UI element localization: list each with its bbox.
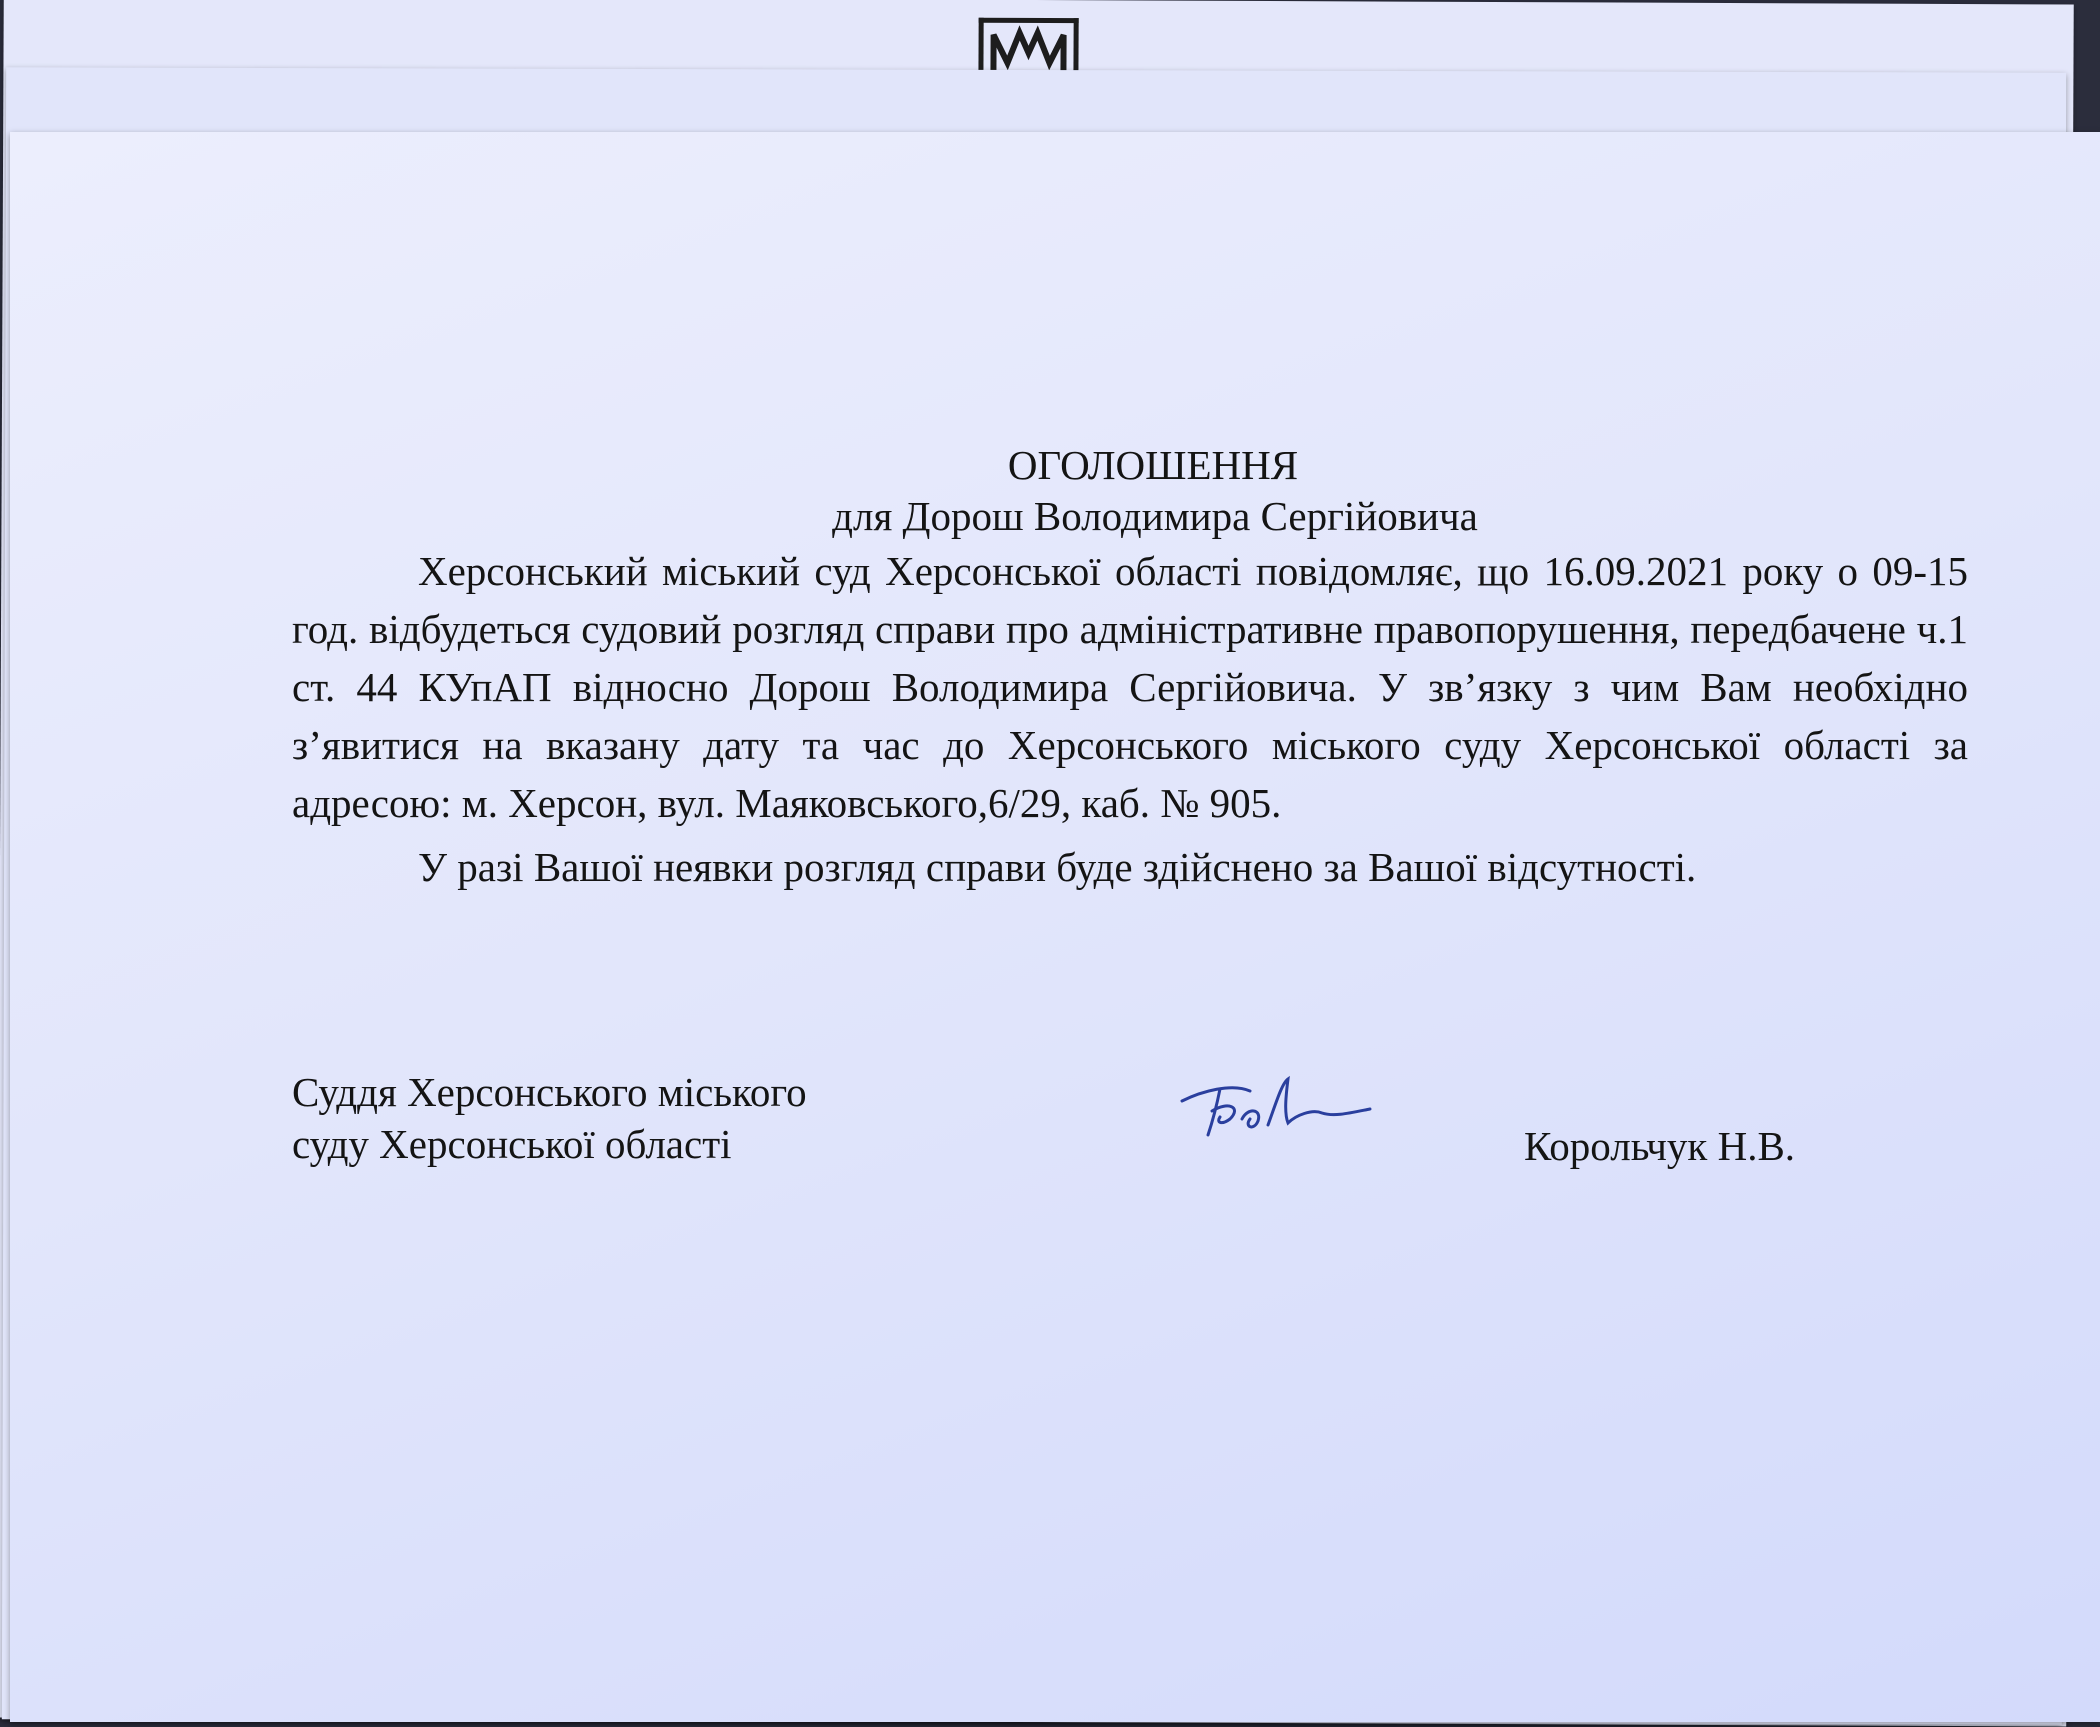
- signature-block: [292, 1066, 1992, 1186]
- judge-title-line2: суду Херсонської області: [292, 1121, 732, 1167]
- notice-addressee: для Дорош Володимира Сергійовича: [832, 493, 1478, 539]
- notice-sheet: [10, 132, 2100, 1722]
- notice-paragraph-main: Херсонський міський суд Херсонської області повідомляє, що 16.09.2021 року о 09-15 год. відбудеться судовий розгляд справи про адміністративне правопорушення, передбачене ч.1 ст. 44 КУпАП відносно Дорош Володимира Сергійовича. У зв’язку з чим Вам необхідно з’явитися на вказану дату та час до Херсонського міського суду Херсонської області за адресою: м. Херсон, вул. Маяковського,6/29, каб. № 905.: [292, 548, 1968, 826]
- notice-paragraph-absence: У разі Вашої неявки розгляд справи буде здійснено за Вашої відсутності.: [418, 844, 1697, 890]
- handwritten-signature: [1172, 1061, 1382, 1151]
- judge-title-line1: Суддя Херсонського міського: [292, 1069, 807, 1115]
- notice-title: ОГОЛОШЕННЯ: [1007, 442, 1299, 488]
- notice-body: [292, 440, 1968, 896]
- judge-title: [292, 1066, 807, 1170]
- judge-name: Корольчук Н.В.: [1524, 1123, 1796, 1169]
